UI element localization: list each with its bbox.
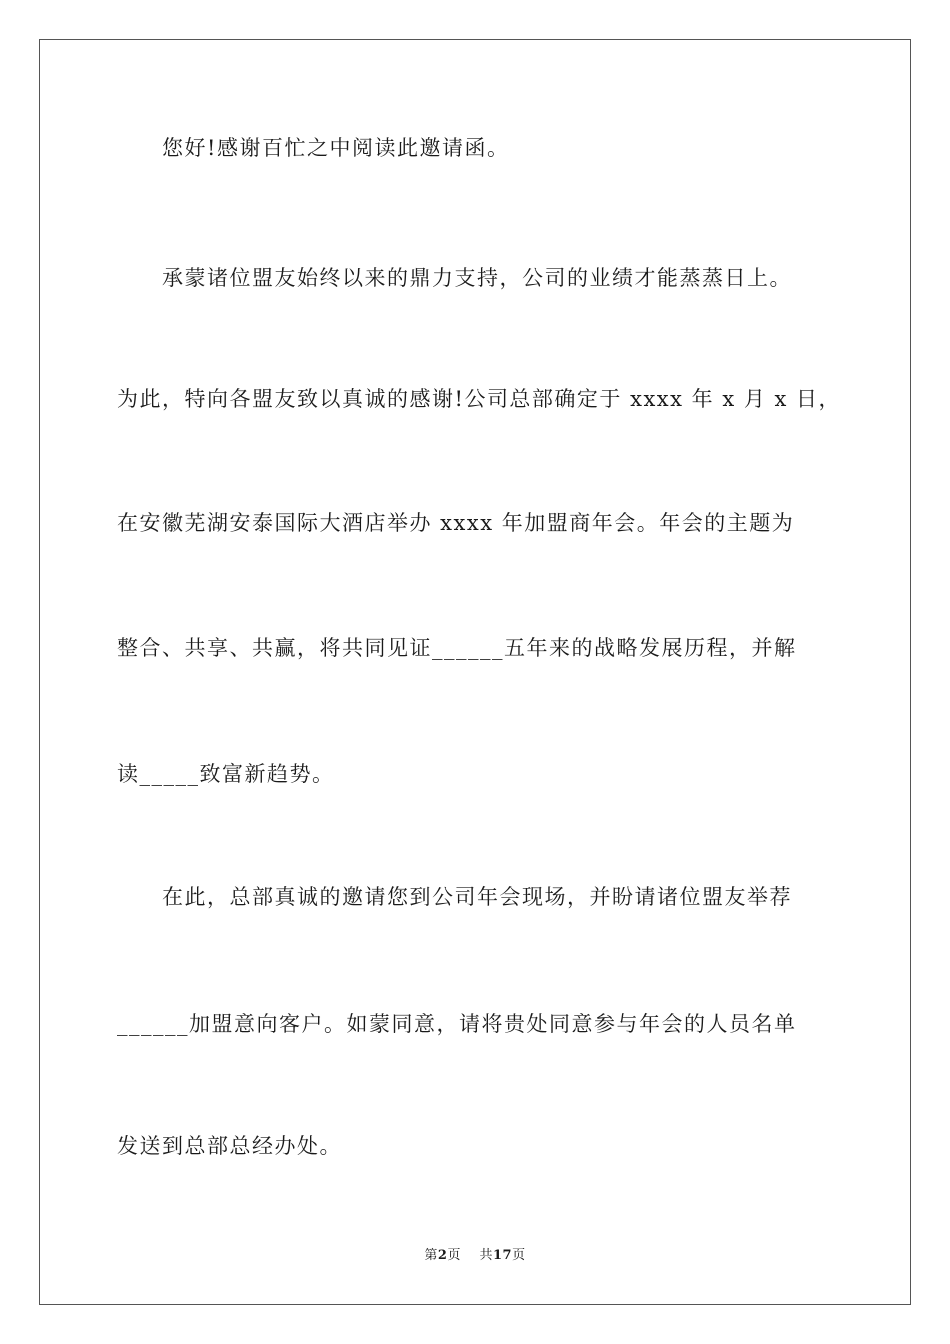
paragraph-line-4: 在安徽芜湖安泰国际大酒店举办 xxxx 年加盟商年会。年会的主题为 — [117, 511, 795, 535]
paragraph-line-2: 承蒙诸位盟友始终以来的鼎力支持，公司的业绩才能蒸蒸日上。 — [162, 266, 792, 290]
total-pages: 17 — [493, 1248, 513, 1263]
total-suffix: 页 — [512, 1248, 526, 1263]
total-prefix: 共 — [479, 1248, 493, 1263]
paragraph-line-8: ______加盟意向客户。如蒙同意，请将贵处同意参与年会的人员名单 — [117, 1012, 797, 1036]
paragraph-line-6: 读_____致富新趋势。 — [117, 762, 335, 786]
page-prefix: 第 — [424, 1248, 438, 1263]
page-footer — [0, 1247, 950, 1265]
page-suffix: 页 — [447, 1248, 461, 1263]
page-number: 2 — [437, 1248, 448, 1263]
paragraph-line-5: 整合、共享、共赢，将共同见证______五年来的战略发展历程，并解 — [117, 636, 797, 660]
paragraph-line-9: 发送到总部总经办处。 — [117, 1134, 342, 1158]
paragraph-line-7: 在此，总部真诚的邀请您到公司年会现场，并盼请诸位盟友举荐 — [162, 885, 792, 909]
page-frame — [39, 39, 911, 1305]
paragraph-line-1: 您好!感谢百忙之中阅读此邀请函。 — [162, 136, 510, 160]
paragraph-line-3: 为此，特向各盟友致以真诚的感谢!公司总部确定于 xxxx 年 x 月 x 日， — [117, 387, 842, 411]
